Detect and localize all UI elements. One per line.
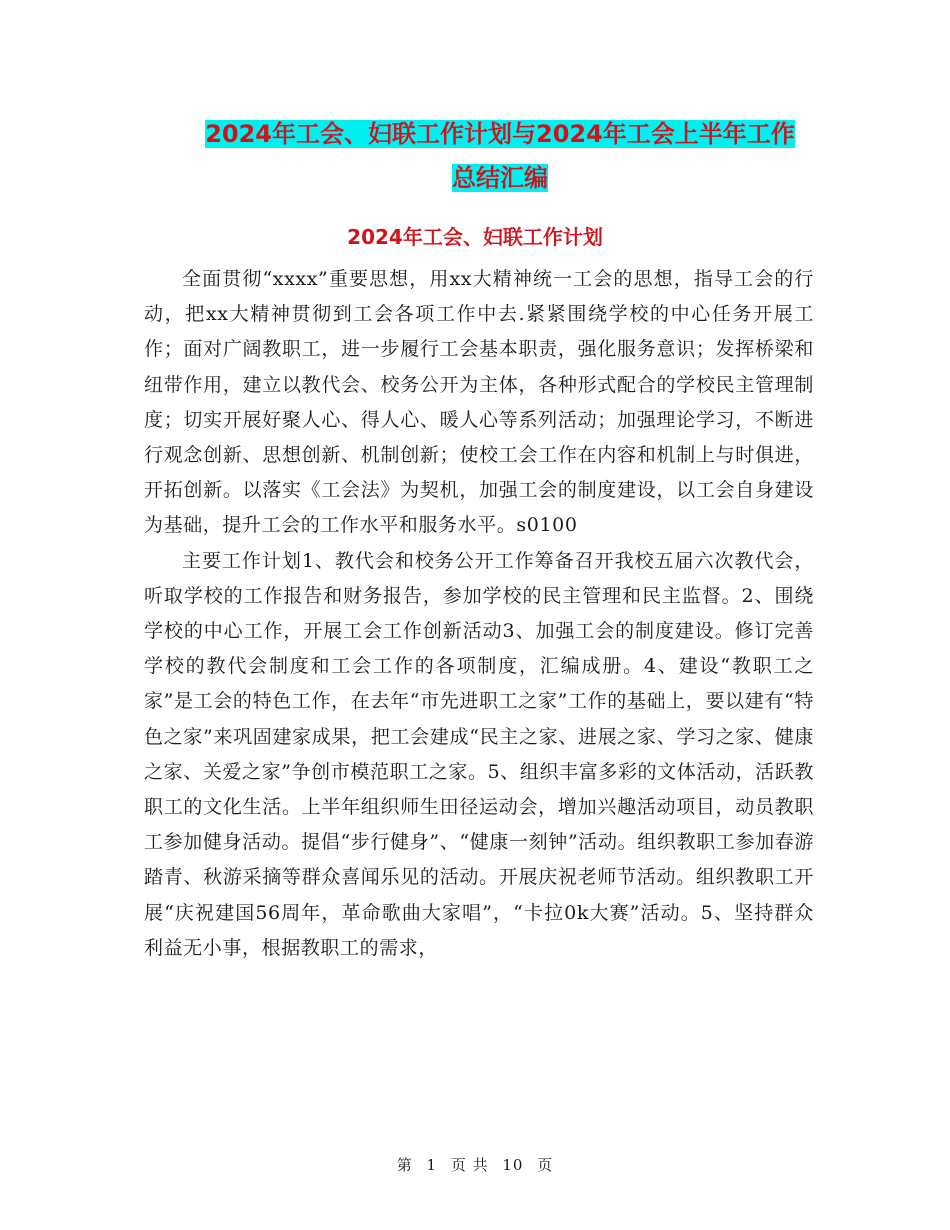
footer-total-pages: 10: [502, 1156, 524, 1174]
paragraph-1: 全面贯彻“xxxx”重要思想，用xx大精神统一工会的思想，指导工会的行动，把xx大精神贯彻到工会各项工作中去.紧紧围绕学校的中心任务开展工作；面对广阔教职工，进一步履行工会基本职责，强化服务意识；发挥桥梁和纽带作用，建立以教代会、校务公开为主体，各种形式配合的学校民主管理制度；切实开展好聚人心、得人心、暖人心等系列活动；加强理论学习，不断进行观念创新、思想创新、机制创新；使校工会工作在内容和机制上与时俱进，开拓创新。以落实《工会法》为契机，加强工会的制度建设，以工会自身建设为基础，提升工会的工作水平和服务水平。s0100: [144, 268, 814, 537]
footer-prefix: 第: [396, 1156, 413, 1174]
footer-mid: 页 共: [450, 1156, 489, 1174]
section-title: 2024年工会、妇联工作计划: [347, 225, 603, 249]
document-title-line-2: 总结汇编: [452, 164, 548, 192]
body-text: [144, 262, 814, 966]
paragraph-2: 主要工作计划1、教代会和校务公开工作筹备召开我校五届六次教代会，听取学校的工作报告和财务报告，参加学校的民主管理和民主监督。2、围绕学校的中心工作，开展工会工作创新活动3、加强工会的制度建设。修订完善学校的教代会制度和工会工作的各项制度，汇编成册。4、建设“教职工之家”是工会的特色工作，在去年“市先进职工之家”工作的基础上，要以建有“特色之家”来巩固建家成果，把工会建成“民主之家、进展之家、学习之家、健康之家、关爱之家”争创市模范职工之家。5、组织丰富多彩的文体活动，活跃教职工的文化生活。上半年组织师生田径运动会，增加兴趣活动项目，动员教职工参加健身活动。提倡“步行健身”、“健康一刻钟”活动。组织教职工参加春游踏青、秋游采摘等群众喜闻乐见的活动。开展庆祝老师节活动。组织教职工开展“庆祝建国56周年，革命歌曲大家唱”，“卡拉0k大赛”活动。5、坚持群众利益无小事，根据教职工的需求，: [144, 549, 814, 959]
document-title-line-1: 2024年工会、妇联工作计划与2024年工会上半年工作: [205, 120, 795, 148]
page-footer: [0, 1155, 950, 1175]
footer-page-number: 1: [426, 1156, 438, 1174]
document-title: [120, 112, 880, 200]
footer-suffix: 页: [537, 1156, 554, 1174]
